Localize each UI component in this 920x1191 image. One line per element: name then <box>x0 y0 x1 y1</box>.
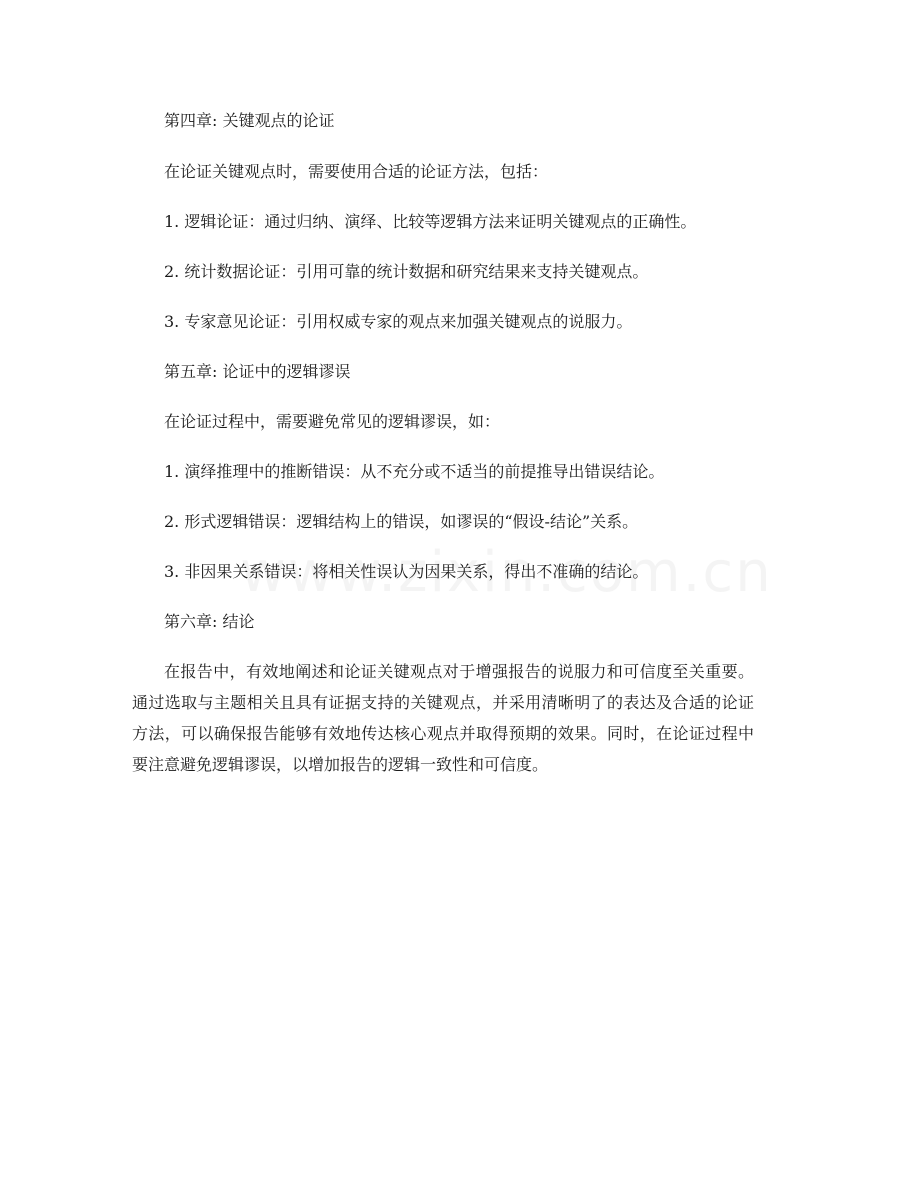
chapter5-item-2: 2. 形式逻辑错误：逻辑结构上的错误，如谬误的“假设-结论”关系。 <box>164 512 639 531</box>
watermark <box>240 540 773 605</box>
chapter6-heading: 第六章: 结论 <box>164 612 255 631</box>
chapter4-item-1: 1. 逻辑论证：通过归纳、演绎、比较等逻辑方法来证明关键观点的正确性。 <box>164 212 697 231</box>
chapter4-item-2: 2. 统计数据论证：引用可靠的统计数据和研究结果来支持关键观点。 <box>164 262 649 281</box>
chapter5-intro: 在论证过程中，需要避免常见的逻辑谬误，如： <box>164 412 501 431</box>
chapter4-heading: 第四章: 关键观点的论证 <box>164 111 335 130</box>
chapter4-item-3: 3. 专家意见论证：引用权威专家的观点来加强关键观点的说服力。 <box>164 312 633 331</box>
chapter6-body: 在报告中，有效地阐述和论证关键观点对于增强报告的说服力和可信度至关重要。通过选取与主题相关且具有证据支持的关键观点，并采用清晰明了的表达及合适的论证方法，可以确保报告能够有效地传达核心观点并取得预期的效果。同时，在论证过程中要注意避免逻辑谬误，以增加报告的逻辑一致性和可信度。 <box>132 662 754 774</box>
chapter4-intro: 在论证关键观点时，需要使用合适的论证方法，包括： <box>164 162 549 181</box>
chapter5-item-1: 1. 演绎推理中的推断错误：从不充分或不适当的前提推导出错误结论。 <box>164 462 665 481</box>
chapter5-heading: 第五章: 论证中的逻辑谬误 <box>164 362 351 381</box>
chapter5-item-3: 3. 非因果关系错误：将相关性误认为因果关系，得出不准确的结论。 <box>164 562 649 581</box>
